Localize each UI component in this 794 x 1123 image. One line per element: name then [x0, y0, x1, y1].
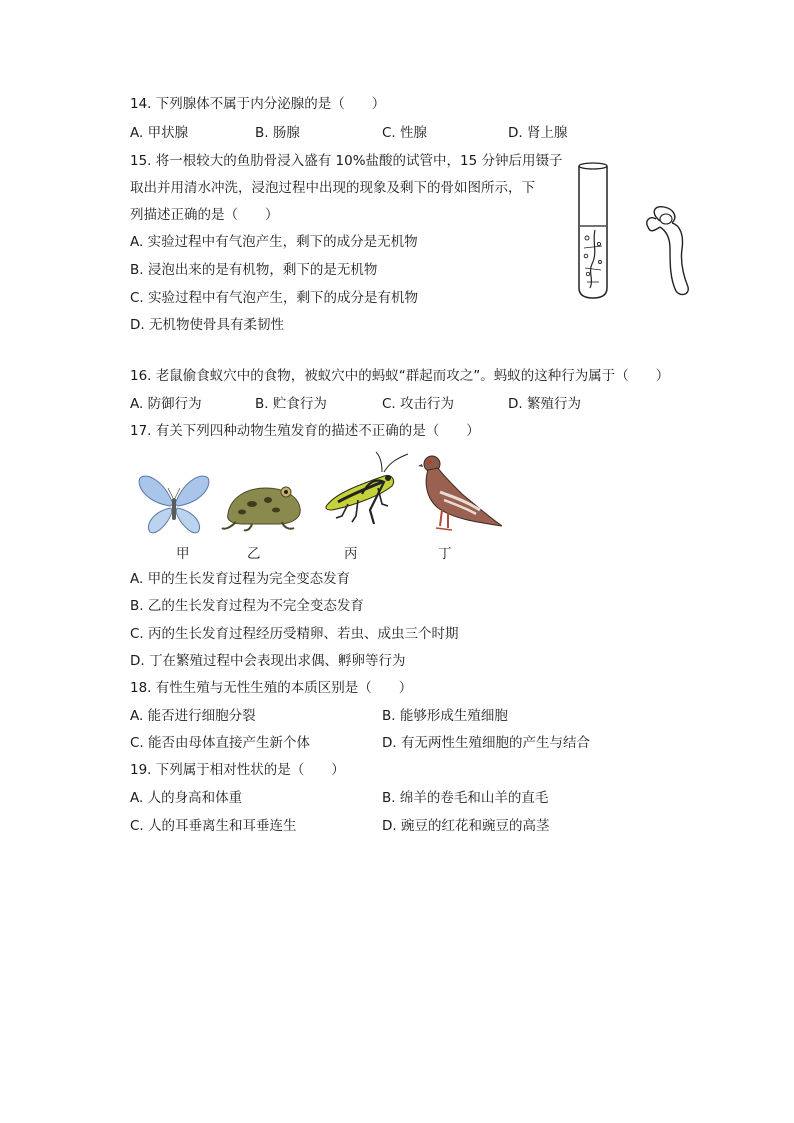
q18-option-d: D. 有无两性生殖细胞的产生与结合 — [382, 735, 590, 751]
bent-bone-illustration — [640, 205, 698, 300]
butterfly-image — [136, 472, 212, 538]
q18-option-c: C. 能否由母体直接产生新个体 — [130, 735, 311, 751]
q19-option-b: B. 绵羊的卷毛和山羊的直毛 — [382, 790, 549, 806]
q15-option-a: A. 实验过程中有气泡产生，剩下的成分是无机物 — [130, 234, 418, 250]
q19-option-a: A. 人的身高和体重 — [130, 790, 243, 806]
q16-option-b: B. 贮食行为 — [255, 396, 327, 412]
caption-ding: 丁 — [438, 546, 452, 562]
q14-stem: 14. 下列腺体不属于内分泌腺的是（ ） — [130, 96, 386, 112]
grasshopper-image — [318, 452, 410, 532]
q14-option-d: D. 肾上腺 — [508, 125, 568, 141]
q15-option-d: D. 无机物使骨具有柔韧性 — [130, 317, 284, 333]
q15-stem-line-2: 取出并用清水冲洗，浸泡过程中出现的现象及剩下的骨如图所示，下 — [130, 180, 535, 196]
pigeon-image — [418, 452, 506, 542]
q16-option-c: C. 攻击行为 — [382, 396, 455, 412]
q18-stem: 18. 有性生殖与无性生殖的本质区别是（ ） — [130, 680, 413, 696]
frog-image — [222, 478, 306, 532]
q17-option-d: D. 丁在繁殖过程中会表现出求偶、孵卵等行为 — [130, 653, 406, 669]
q18-option-b: B. 能够形成生殖细胞 — [382, 708, 508, 724]
caption-yi: 乙 — [247, 546, 261, 562]
caption-jia: 甲 — [176, 546, 190, 562]
q17-option-c: C. 丙的生长发育过程经历受精卵、若虫、成虫三个时期 — [130, 626, 459, 642]
q17-stem: 17. 有关下列四种动物生殖发育的描述不正确的是（ ） — [130, 423, 480, 439]
q16-option-d: D. 繁殖行为 — [508, 396, 581, 412]
q16-option-a: A. 防御行为 — [130, 396, 202, 412]
q18-option-a: A. 能否进行细胞分裂 — [130, 708, 256, 724]
q14-option-a: A. 甲状腺 — [130, 125, 189, 141]
q19-option-d: D. 豌豆的红花和豌豆的高茎 — [382, 818, 550, 834]
test-tube-illustration — [572, 160, 622, 302]
q15-stem-line-1: 15. 将一根较大的鱼肋骨浸入盛有 10%盐酸的试管中，15 分钟后用镊子 — [130, 153, 563, 169]
q14-option-b: B. 肠腺 — [255, 125, 300, 141]
q15-option-c: C. 实验过程中有气泡产生，剩下的成分是有机物 — [130, 290, 419, 306]
q16-stem: 16. 老鼠偷食蚁穴中的食物，被蚁穴中的蚂蚁“群起而攻之”。蚂蚁的这种行为属于（ ） — [130, 368, 670, 384]
q17-option-a: A. 甲的生长发育过程为完全变态发育 — [130, 571, 351, 587]
q15-stem-line-3: 列描述正确的是（ ） — [130, 207, 279, 223]
q17-option-b: B. 乙的生长发育过程为不完全变态发育 — [130, 598, 364, 614]
q14-option-c: C. 性腺 — [382, 125, 428, 141]
q19-option-c: C. 人的耳垂离生和耳垂连生 — [130, 818, 297, 834]
q15-option-b: B. 浸泡出来的是有机物，剩下的是无机物 — [130, 262, 378, 278]
caption-bing: 丙 — [344, 546, 358, 562]
q19-stem: 19. 下列属于相对性状的是（ ） — [130, 762, 345, 778]
